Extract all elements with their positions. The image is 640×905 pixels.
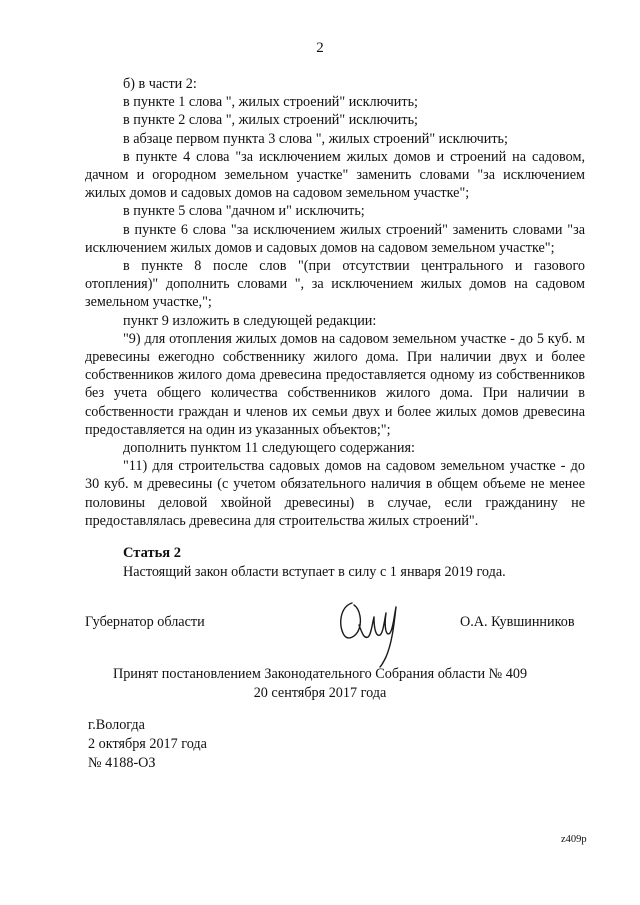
signing-date: 2 октября 2017 года [88, 736, 207, 752]
paragraph: в пункте 1 слова ", жилых строений" исключить; [123, 94, 418, 111]
paragraph: пункт 9 изложить в следующей редакции: [123, 312, 377, 329]
paragraph: в абзаце первом пункта 3 слова ", жилых строений" исключить; [123, 130, 508, 147]
paragraph: "9) для отопления жилых домов на садовом земельном участке - до 5 куб. м древесины ежегодно собственнику жилого дома. При наличии двух и более собственников жилого дома древесина предоставляется одному из собственников без учета общего количества собственников жилого дома. При наличии в собственности граждан и членов их семьи двух и более жилых домов древесина предоставляется на один из указанных объектов;"; [85, 330, 585, 438]
law-number: № 4188-ОЗ [88, 755, 156, 771]
paragraph: дополнить пунктом 11 следующего содержания: [123, 440, 415, 457]
paragraph: в пункте 5 слова "дачном и" исключить; [123, 203, 365, 220]
page-number: 2 [316, 40, 324, 56]
adoption-date: 20 сентября 2017 года [253, 684, 387, 701]
governor-title: Губернатор области [85, 614, 205, 630]
paragraph: "11) для строительства садовых домов на садовом земельном участке - до 30 куб. м древесины (с учетом обязательного наличия в общем объеме не менее половины деловой хвойной древесины) в случае, если гражданину не предоставлялась древесина для строительства жилых строений". [85, 458, 585, 529]
paragraph: в пункте 4 слова "за исключением жилых домов и строений на садовом, дачном и огородном земельном участке" заменить словами "за исключением жилых домов и садовых домов на садовом земельном участке"; [85, 148, 585, 202]
paragraph: в пункте 6 слова "за исключением жилых строений" заменить словами "за исключением жилых домов и садовых домов на садовом земельном участке"; [85, 221, 585, 256]
adoption-line: Принят постановлением Законодательного Собрания области № 409 [112, 666, 528, 682]
article-text: Настоящий закон области вступает в силу с 1 января 2019 года. [123, 564, 506, 580]
paragraph: в пункте 2 слова ", жилых строений" исключить; [123, 112, 418, 129]
city: г.Вологда [88, 717, 145, 733]
document-code: z409р [561, 834, 587, 845]
adoption-note [0, 665, 640, 702]
paragraph: в пункте 8 после слов "(при отсутствии центрального и газового отопления)" дополнить словами ", за исключением жилых домов на садовом земельном участке,"; [85, 258, 585, 311]
place-date-number [88, 716, 207, 773]
handwritten-signature [332, 595, 410, 670]
article-heading: Статья 2 [123, 545, 181, 561]
amendment-text [85, 75, 585, 530]
paragraph: б) в части 2: [123, 76, 197, 92]
governor-name: О.А. Кувшинников [460, 614, 575, 630]
